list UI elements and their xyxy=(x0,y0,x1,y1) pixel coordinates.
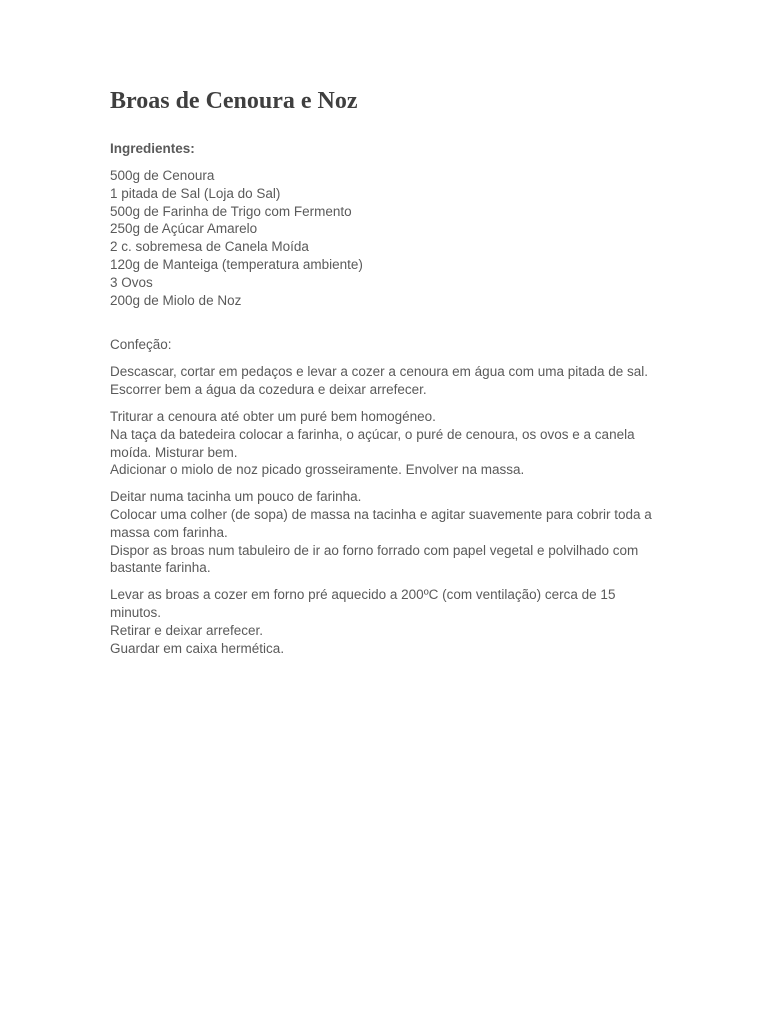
preparation-line: Descascar, cortar em pedaços e levar a cozer a cenoura em água com uma pitada de sal. xyxy=(110,364,649,380)
preparation-heading: Confeção: xyxy=(110,337,172,353)
preparation-line: Colocar uma colher (de sopa) de massa na tacinha e agitar suavemente para cobrir toda a massa com farinha. xyxy=(110,506,652,540)
recipe-content xyxy=(110,86,660,657)
recipe-title: Broas de Cenoura e Noz xyxy=(110,88,358,114)
ingredient-item: 250g de Açúcar Amarelo xyxy=(110,221,258,237)
ingredient-item: 3 Ovos xyxy=(110,274,153,290)
preparation-line: Guardar em caixa hermética. xyxy=(110,640,285,656)
ingredient-item: 2 c. sobremesa de Canela Moída xyxy=(110,239,309,255)
preparation-paragraph xyxy=(110,408,660,479)
ingredients-heading: Ingredientes: xyxy=(110,141,195,156)
preparation-line: Dispor as broas num tabuleiro de ir ao forno forrado com papel vegetal e polvilhado com bastante farinha. xyxy=(110,542,639,576)
preparation-line: Retirar e deixar arrefecer. xyxy=(110,622,264,638)
preparation-line: Adicionar o miolo de noz picado grosseiramente. Envolver na massa. xyxy=(110,462,525,478)
preparation-line: Triturar a cenoura até obter um puré bem homogéneo. xyxy=(110,408,436,424)
ingredients-list xyxy=(110,167,660,309)
preparation-line: Levar as broas a cozer em forno pré aquecido a 200ºC (com ventilação) cerca de 15 minutos. xyxy=(110,587,616,620)
preparation-paragraph xyxy=(110,586,660,657)
preparation-line: Deitar numa tacinha um pouco de farinha. xyxy=(110,489,362,505)
preparation-line: Na taça da batedeira colocar a farinha, o açúcar, o puré de cenoura, os ovos e a canela moída. Misturar bem. xyxy=(110,426,635,460)
preparation-line: Escorrer bem a água da cozedura e deixar arrefecer. xyxy=(110,382,427,398)
ingredient-item: 1 pitada de Sal (Loja do Sal) xyxy=(110,185,281,201)
ingredient-item: 200g de Miolo de Noz xyxy=(110,292,242,308)
ingredient-item: 120g de Manteiga (temperatura ambiente) xyxy=(110,256,363,272)
preparation-paragraph xyxy=(110,488,660,577)
ingredient-item: 500g de Cenoura xyxy=(110,168,215,183)
preparation-paragraph xyxy=(110,363,660,399)
ingredient-item: 500g de Farinha de Trigo com Fermento xyxy=(110,203,352,219)
